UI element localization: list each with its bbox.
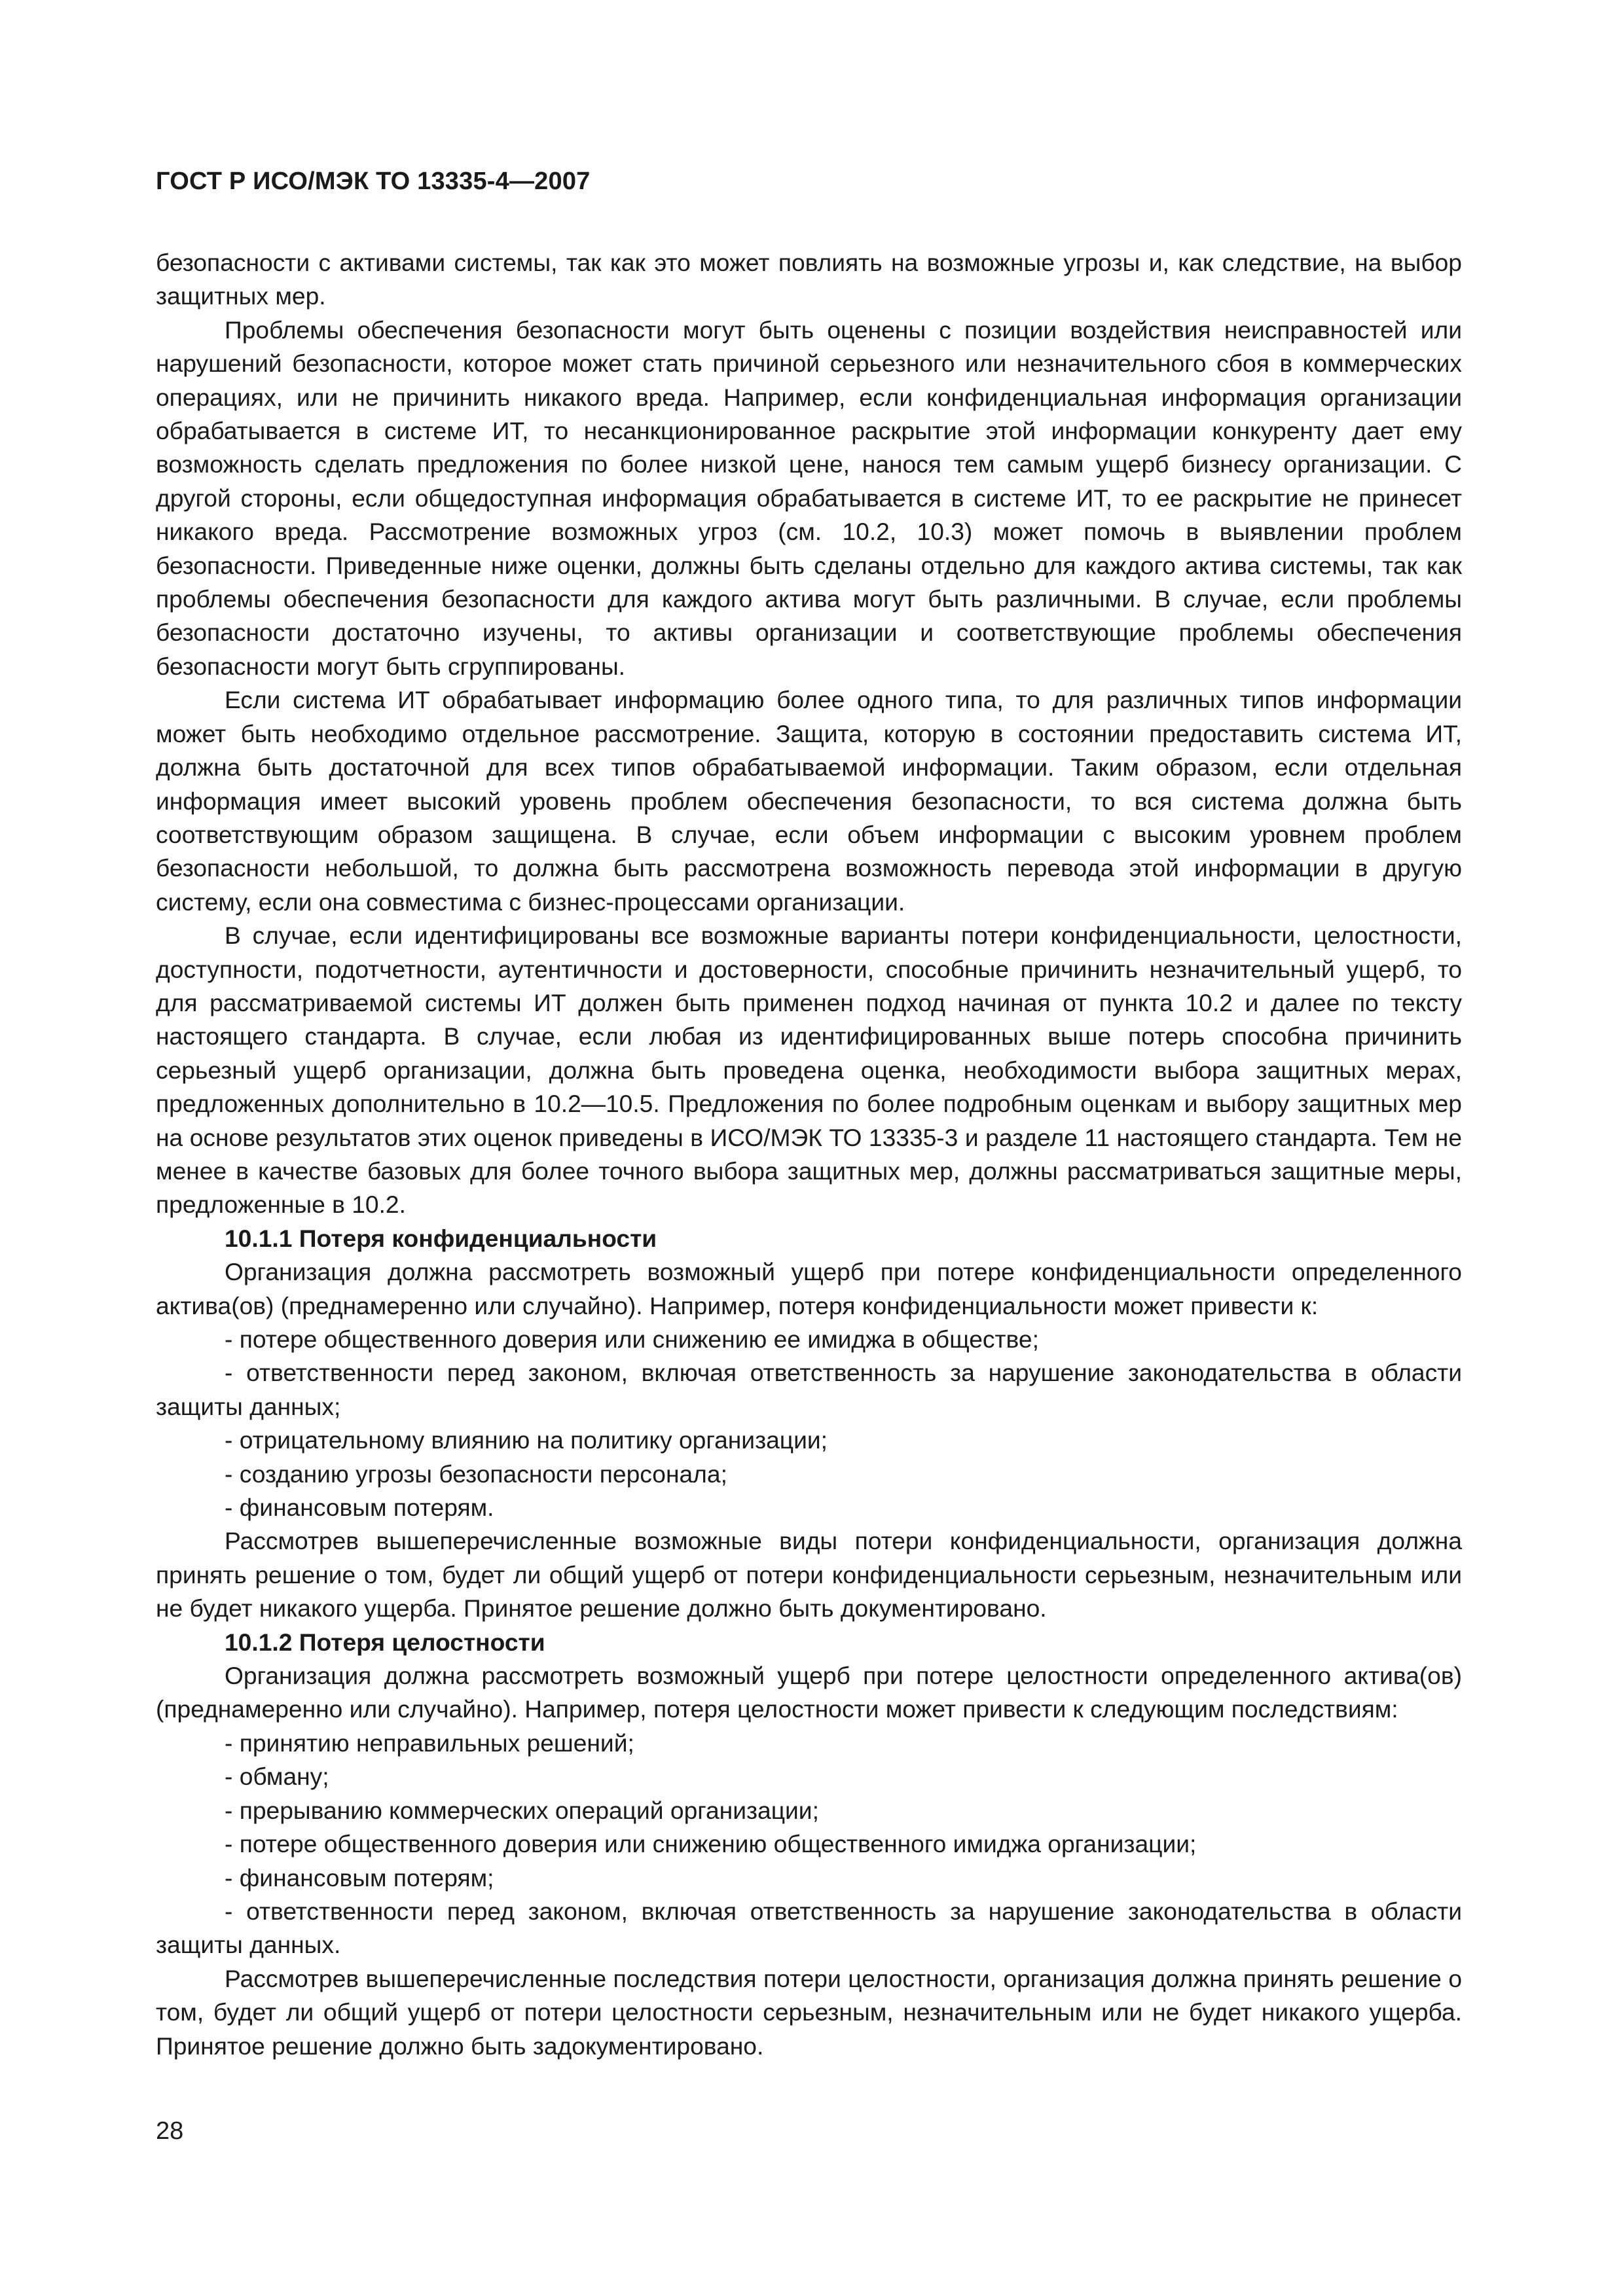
document-header: ГОСТ Р ИСО/МЭК ТО 13335-4—2007 [156,168,591,195]
paragraph-confidentiality-decision: Рассмотрев вышеперечисленные возможные виды потери конфиденциальности, организация должна принять решение о том, будет ли общий ущерб от потери конфиденциальности серьезным, незначительным или не будет никакого ущерба. Принятое решение должно быть документировано. [156,1527,1462,1623]
list-item: - созданию угрозы безопасности персонала; [225,1460,727,1488]
list-item: - обману; [225,1763,329,1791]
page-number: 28 [156,2117,184,2145]
paragraph-multiple-info-types: Если система ИТ обрабатывает информацию более одного типа, то для различных типов информации может быть необходимо отдельное рассмотрение. Защита, которую в состоянии предоставить система ИТ, должна быть достаточной для всех типов обрабатываемой информации. Таким образом, если отдельная информация имеет высокий уровень проблем обеспечения безопасности, то вся система должна быть соответствующим образом защищена. В случае, если объем информации с высоким уровнем проблем безопасности небольшой, то должна быть рассмотрена возможность перевода этой информации в другую систему, если она совместима с бизнес-процессами организации. [156,686,1462,916]
list-item: - финансовым потерям; [225,1863,494,1892]
section-heading-integrity: 10.1.2 Потеря целостности [225,1628,545,1656]
paragraph-security-problems: Проблемы обеспечения безопасности могут быть оценены с позиции воздействия неисправностей или нарушений безопасности, которое может стать причиной серьезного или незначительного сбоя в коммерческих операциях, или не причинить никакого вреда. Например, если конфиденциальная информация организации обрабатывается в системе ИТ, то несанкционированное раскрытие этой информации конкуренту дает ему возможность сделать предложения по более низкой цене, нанося тем самым ущерб бизнесу организации. С другой стороны, если общедоступная информация обрабатывается в системе ИТ, то ее раскрытие не принесет никакого вреда. Рассмотрение возможных угроз (см. 10.2, 10.3) может помочь в выявлении проблем безопасности. Приведенные ниже оценки, должны быть сделаны отдельно для каждого актива системы, так как проблемы обеспечения безопасности для каждого актива могут быть различными. В случае, если проблемы безопасности достаточно изучены, то активы организации и соответствующие проблемы обеспечения безопасности могут быть сгруппированы. [156,315,1462,680]
list-item: - финансовым потерям. [225,1494,494,1522]
list-item: - ответственности перед законом, включая ответственность за нарушение законодательства в области защиты данных. [156,1897,1462,1959]
list-item: - ответственности перед законом, включая ответственность за нарушение законодательства в области защиты данных; [156,1359,1462,1420]
paragraph-integrity-decision: Рассмотрев вышеперечисленные последствия потери целостности, организация должна принять решение о том, будет ли общий ущерб от потери целостности серьезным, незначительным или не будет никакого ущерба. Принятое решение должно быть задокументировано. [156,1964,1462,2060]
paragraph-identified-losses: В случае, если идентифицированы все возможные варианты потери конфиденциальности, целостности, доступности, подотчетности, аутентичности и достоверности, способные причинить незначительный ущерб, то для рассматриваемой системы ИТ должен быть применен подход начиная от пункта 10.2 и далее по тексту настоящего стандарта. В случае, если любая из идентифицированных выше потерь способна причинить серьезный ущерб организации, должна быть проведена оценка, необходимости выбора защитных мерах, предложенных дополнительно в 10.2—10.5. Предложения по более подробным оценкам и выбору защитных мер на основе результатов этих оценок приведены в ИСО/МЭК ТО 13335-3 и разделе 11 настоящего стандарта. Тем не менее в качестве базовых для более точного выбора защитных мер, должны рассматриваться защитные меры, предложенные в 10.2. [156,922,1462,1219]
list-item: - прерыванию коммерческих операций организации; [225,1796,819,1824]
list-item: - принятию неправильных решений; [225,1729,634,1757]
paragraph-integrity-intro: Организация должна рассмотреть возможный ущерб при потере целостности определенного актива(ов) (преднамеренно или случайно). Например, потеря целостности может привести к следующим последствиям: [156,1662,1462,1723]
section-heading-confidentiality: 10.1.1 Потеря конфиденциальности [225,1224,657,1252]
list-item: - отрицательному влиянию на политику организации; [225,1426,828,1454]
paragraph-confidentiality-intro: Организация должна рассмотреть возможный ущерб при потере конфиденциальности определенного актива(ов) (преднамеренно или случайно). Например, потеря конфиденциальности может привести к: [156,1258,1462,1319]
list-item: - потере общественного доверия или снижению общественного имиджа организации; [225,1830,1197,1858]
paragraph-continuation: безопасности с активами системы, так как это может повлиять на возможные угрозы и, как следствие, на выбор защитных мер. [156,249,1462,310]
list-item: - потере общественного доверия или снижению ее имиджа в обществе; [225,1325,1039,1353]
document-body [156,246,1462,2063]
